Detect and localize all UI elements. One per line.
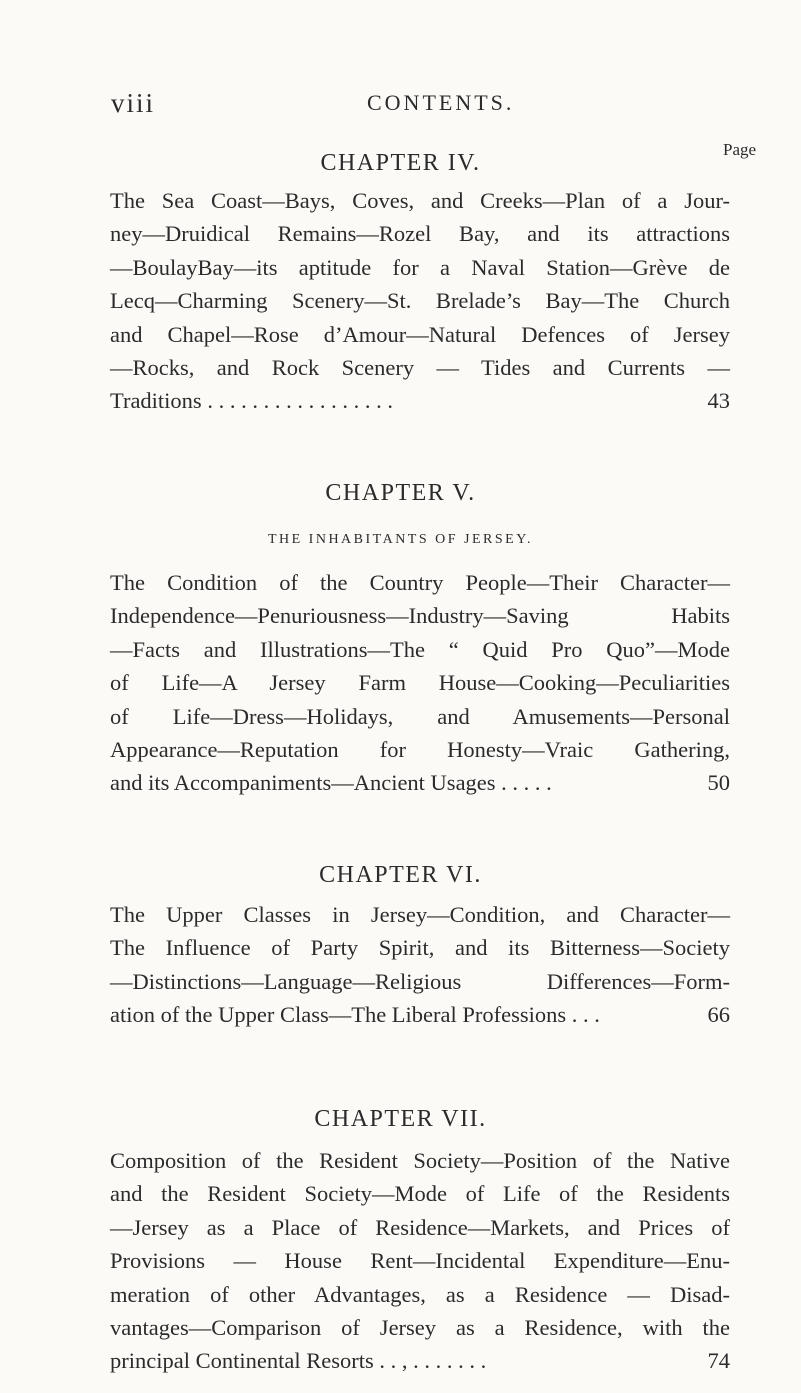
contents-last-line — [110, 998, 730, 1031]
contents-line-with-leader: and its Accompaniments—Ancient Usages . . . . . — [110, 770, 552, 796]
contents-line: of Life—Dress—Holidays, and Amusements—Personal — [110, 703, 730, 729]
contents-last-line — [110, 384, 730, 417]
contents-line-with-leader: ation of the Upper Class—The Liberal Professions . . . — [110, 1002, 600, 1028]
chapter-vii-contents — [110, 1144, 730, 1378]
contents-line: Lecq—Charming Scenery—St. Brelade’s Bay—The Church — [110, 288, 730, 314]
contents-line: The Sea Coast—Bays, Coves, and Creeks—Plan of a Jour- — [110, 188, 730, 213]
page-number: 74 — [707, 1348, 730, 1374]
page-number: 50 — [707, 770, 730, 796]
contents-line-with-leader: Traditions . . . . . . . . . . . . . . . . . — [110, 388, 393, 414]
chapter-vii-title: CHAPTER VII. — [314, 1106, 487, 1132]
chapter-iv-contents — [110, 184, 730, 418]
contents-line: —Jersey as a Place of Residence—Markets, and Prices of — [110, 1214, 730, 1240]
contents-line: Provisions — House Rent—Incidental Expenditure—Enu- — [110, 1248, 730, 1274]
contents-line: ney—Druidical Remains—Rozel Bay, and its attractions — [110, 221, 730, 247]
page-number: 43 — [707, 388, 730, 414]
contents-line: —Facts and Illustrations—The “ Quid Pro Quo”—Mode — [110, 636, 730, 662]
chapter-v-title: CHAPTER V. — [325, 480, 476, 506]
contents-line: —Rocks, and Rock Scenery — Tides and Currents — — [110, 354, 730, 380]
contents-line: and the Resident Society—Mode of Life of the Residents — [110, 1181, 730, 1207]
chapter-vi-contents — [110, 898, 730, 1032]
page-column-label: Page — [723, 140, 757, 159]
chapter-v-contents — [110, 566, 730, 800]
chapter-vi-title: CHAPTER VI. — [319, 862, 482, 888]
contents-line: of Life—A Jersey Farm House—Cooking—Peculiarities — [110, 670, 730, 696]
running-head — [0, 88, 801, 128]
contents-line: Composition of the Resident Society—Position of the Native — [110, 1148, 730, 1173]
page-number: 66 — [707, 1002, 730, 1028]
folio: viii — [111, 88, 156, 118]
contents-line-with-leader: principal Continental Resorts . . , . . . . . . . — [110, 1348, 487, 1374]
contents-line: —Distinctions—Language—Religious Differences—Form- — [110, 968, 730, 994]
chapter-v-subtitle: THE INHABITANTS OF JERSEY. — [267, 532, 534, 547]
contents-line: —BoulayBay—its aptitude for a Naval Station—Grève de — [110, 254, 730, 280]
contents-line: The Influence of Party Spirit, and its Bitterness—Society — [110, 935, 730, 961]
contents-line: Appearance—Reputation for Honesty—Vraic Gathering, — [110, 736, 730, 762]
contents-last-line — [110, 1344, 730, 1377]
chapter-iv-title: CHAPTER IV. — [320, 150, 481, 176]
contents-line: Independence—Penuriousness—Industry—Saving Habits — [110, 603, 730, 629]
contents-line: The Condition of the Country People—Their Character— — [110, 570, 730, 595]
contents-last-line — [110, 766, 730, 799]
contents-line: and Chapel—Rose d’Amour—Natural Defences of Jersey — [110, 321, 730, 347]
contents-line: The Upper Classes in Jersey—Condition, and Character— — [110, 902, 730, 927]
contents-line: meration of other Advantages, as a Residence — Disad- — [110, 1281, 730, 1307]
running-head-title: CONTENTS. — [367, 90, 515, 115]
contents-line: vantages—Comparison of Jersey as a Residence, with the — [110, 1314, 730, 1340]
